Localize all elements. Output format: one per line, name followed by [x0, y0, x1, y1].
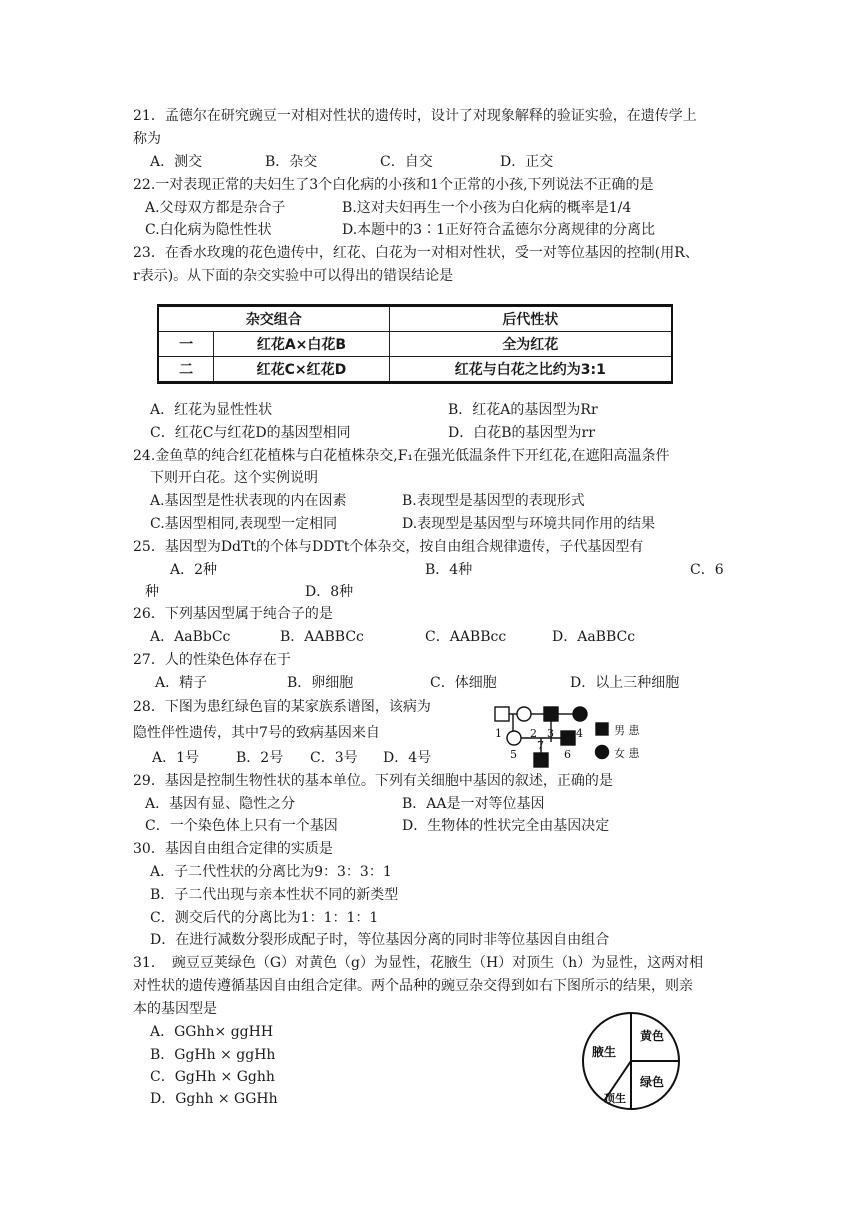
individual-1-male — [495, 707, 509, 721]
q31-stem-line3: 本的基因型是 — [133, 1001, 217, 1017]
q23-option-b: B．红花A的基因型为Rr — [448, 402, 598, 418]
pedigree-number-4: 4 — [576, 727, 583, 740]
pedigree-number-7: 7 — [537, 739, 544, 752]
q24-stem-line2: 下则开白花。这个实例说明 — [150, 470, 318, 486]
q21-option-b: B．杂交 — [265, 154, 318, 170]
header-cross-combination: 杂交组合 — [158, 306, 389, 332]
individual-3-affected-male — [544, 707, 558, 721]
pie-label-green: 绿色 — [640, 1075, 665, 1089]
q22-option-c: C.白化病为隐性性状 — [145, 222, 272, 238]
q28-option-b: B．2号 — [236, 750, 284, 766]
pedigree-number-1: 1 — [495, 727, 502, 740]
q31-stem-line2: 对性状的遗传遵循基因自由组合定律。两个品种的豌豆杂交得到如右下图所示的结果，则亲 — [133, 978, 693, 994]
row-2-result: 红花与白花之比约为3:1 — [389, 357, 672, 383]
q23-stem-line1: 23．在香水玫瑰的花色遗传中，红花、白花为一对相对性状，受一对等位基因的控制(用R、 — [133, 245, 699, 261]
q23-stem-line2: r表示)。从下面的杂交实验中可以得出的错误结论是 — [133, 268, 454, 284]
q21-stem-line2: 称为 — [133, 131, 161, 147]
q22-option-d: D.本题中的3∶1正好符合孟德尔分离规律的分离比 — [342, 222, 655, 238]
q23-option-d: D．白花B的基因型为rr — [448, 425, 595, 441]
row-1-cross: 红花A×白花B — [214, 332, 389, 357]
pedigree-number-2: 2 — [530, 727, 537, 740]
table-header-row — [158, 306, 672, 332]
pie-label-axillary: 腋生 — [592, 1045, 617, 1059]
q27-option-a: A．精子 — [155, 675, 208, 691]
q22-stem: 22.一对表现正常的夫妇生了3个白化病的小孩和1个正常的小孩,下列说法不正确的是 — [133, 177, 654, 193]
q26-option-d: D．AaBBCc — [552, 629, 636, 645]
q28-option-c: C．3号 — [310, 750, 358, 766]
q24-option-b: B.表现型是基因型的表现形式 — [402, 493, 585, 509]
pedigree-number-5: 5 — [510, 748, 517, 761]
pedigree-chart — [490, 700, 690, 770]
q27-stem: 27．人的性染色体存在于 — [133, 652, 291, 668]
table-row — [158, 357, 672, 383]
q29-option-d: D．生物体的性状完全由基因决定 — [402, 818, 610, 834]
individual-5-female — [507, 731, 521, 745]
q27-option-c: C．体细胞 — [430, 675, 497, 691]
q31-stem-line1: 31． 豌豆豆荚绿色（G）对黄色（g）为显性，花腋生（H）对顶生（h）为显性，这两对相 — [133, 955, 704, 971]
row-2-id: 二 — [158, 357, 214, 383]
q24-option-a: A.基因型是性状表现的内在因素 — [150, 493, 347, 509]
individual-7-affected-male — [534, 753, 548, 767]
q22-option-b: B.这对夫妇再生一个小孩为白化病的概率是1/4 — [342, 200, 632, 216]
q23-option-c: C．红花C与红花D的基因型相同 — [150, 425, 351, 441]
individual-4-affected-female — [573, 707, 587, 721]
q29-option-b: B．AA是一对等位基因 — [402, 796, 545, 812]
pedigree-number-6: 6 — [564, 748, 571, 761]
q25-stem: 25．基因型为DdTt的个体与DDTt个体杂交，按自由组合规律遗传，子代基因型有 — [133, 539, 644, 555]
q28-stem-line1: 28．下图为患红绿色盲的某家族系谱图，该病为 — [133, 699, 431, 715]
q31-option-a: A．GGhh× ggHH — [150, 1024, 274, 1040]
q24-option-d: D.表现型是基因型与环境共同作用的结果 — [402, 516, 656, 532]
q28-stem-line2: 隐性伴性遗传，其中7号的致病基因来自 — [133, 725, 380, 741]
q26-option-a: A．AaBbCc — [150, 629, 231, 645]
q30-stem: 30．基因自由组合定律的实质是 — [133, 841, 333, 857]
q25-option-c: C．6 — [690, 562, 724, 578]
legend-male-affected-label: 男 患 — [614, 724, 640, 737]
q24-option-c: C.基因型相同,表现型一定相同 — [150, 516, 338, 532]
q25-option-d: D．8种 — [305, 584, 354, 600]
q21-option-c: C．自交 — [380, 154, 433, 170]
individual-2-female — [517, 707, 531, 721]
offspring-pie-chart — [580, 1010, 682, 1112]
q21-option-d: D．正交 — [500, 154, 554, 170]
q31-option-b: B．GgHh × ggHh — [150, 1047, 276, 1063]
header-offspring-traits: 后代性状 — [389, 306, 672, 332]
q25-option-b: B．4种 — [425, 562, 473, 578]
q26-option-c: C．AABBcc — [425, 629, 507, 645]
q26-stem: 26．下列基因型属于纯合子的是 — [133, 606, 333, 622]
pie-label-terminal: 顶生 — [604, 1092, 626, 1105]
q26-option-b: B．AABBCc — [280, 629, 364, 645]
q25-option-c-cont: 种 — [145, 584, 159, 600]
cross-results-table — [157, 304, 673, 384]
legend-affected-male-icon — [596, 723, 608, 735]
q31-option-c: C．GgHh × Gghh — [150, 1069, 275, 1085]
q25-option-a: A．2种 — [170, 562, 218, 578]
q30-option-a: A．子二代性状的分离比为9：3：3：1 — [150, 864, 392, 880]
legend-affected-female-icon — [596, 746, 609, 759]
q29-option-c: C．一个染色体上只有一个基因 — [145, 818, 338, 834]
q27-option-b: B．卵细胞 — [287, 675, 354, 691]
q30-option-d: D．在进行减数分裂形成配子时，等位基因分离的同时非等位基因自由组合 — [150, 932, 610, 948]
q30-option-b: B．子二代出现与亲本性状不同的新类型 — [150, 887, 399, 903]
individual-6-affected-male — [561, 731, 575, 745]
row-2-cross: 红花C×红花D — [214, 357, 389, 383]
q22-option-a: A.父母双方都是杂合子 — [145, 200, 286, 216]
q21-option-a: A．测交 — [150, 154, 203, 170]
q24-stem-line1: 24.金鱼草的纯合红花植株与白花植株杂交,F₁在强光低温条件下开红花,在遮阳高温条件 — [133, 448, 670, 464]
q23-option-a: A．红花为显性性状 — [150, 402, 273, 418]
row-1-result: 全为红花 — [389, 332, 672, 357]
table-row — [158, 332, 672, 357]
pedigree-number-3: 3 — [547, 727, 554, 740]
q27-option-d: D．以上三种细胞 — [570, 675, 680, 691]
q29-option-a: A．基因有显、隐性之分 — [145, 796, 296, 812]
q29-stem: 29．基因是控制生物性状的基本单位。下列有关细胞中基因的叙述，正确的是 — [133, 773, 613, 789]
q28-option-d: D．4号 — [383, 750, 432, 766]
q21-stem-line1: 21．孟德尔在研究豌豆一对相对性状的遗传时，设计了对现象解释的验证实验，在遗传学上 — [133, 108, 697, 124]
legend-female-affected-label: 女 患 — [614, 747, 640, 760]
q31-option-d: D．Gghh × GGHh — [150, 1091, 278, 1107]
row-1-id: 一 — [158, 332, 214, 357]
pie-label-yellow: 黄色 — [640, 1029, 665, 1043]
q28-option-a: A．1号 — [152, 750, 200, 766]
q30-option-c: C．测交后代的分离比为1：1：1：1 — [150, 910, 379, 926]
